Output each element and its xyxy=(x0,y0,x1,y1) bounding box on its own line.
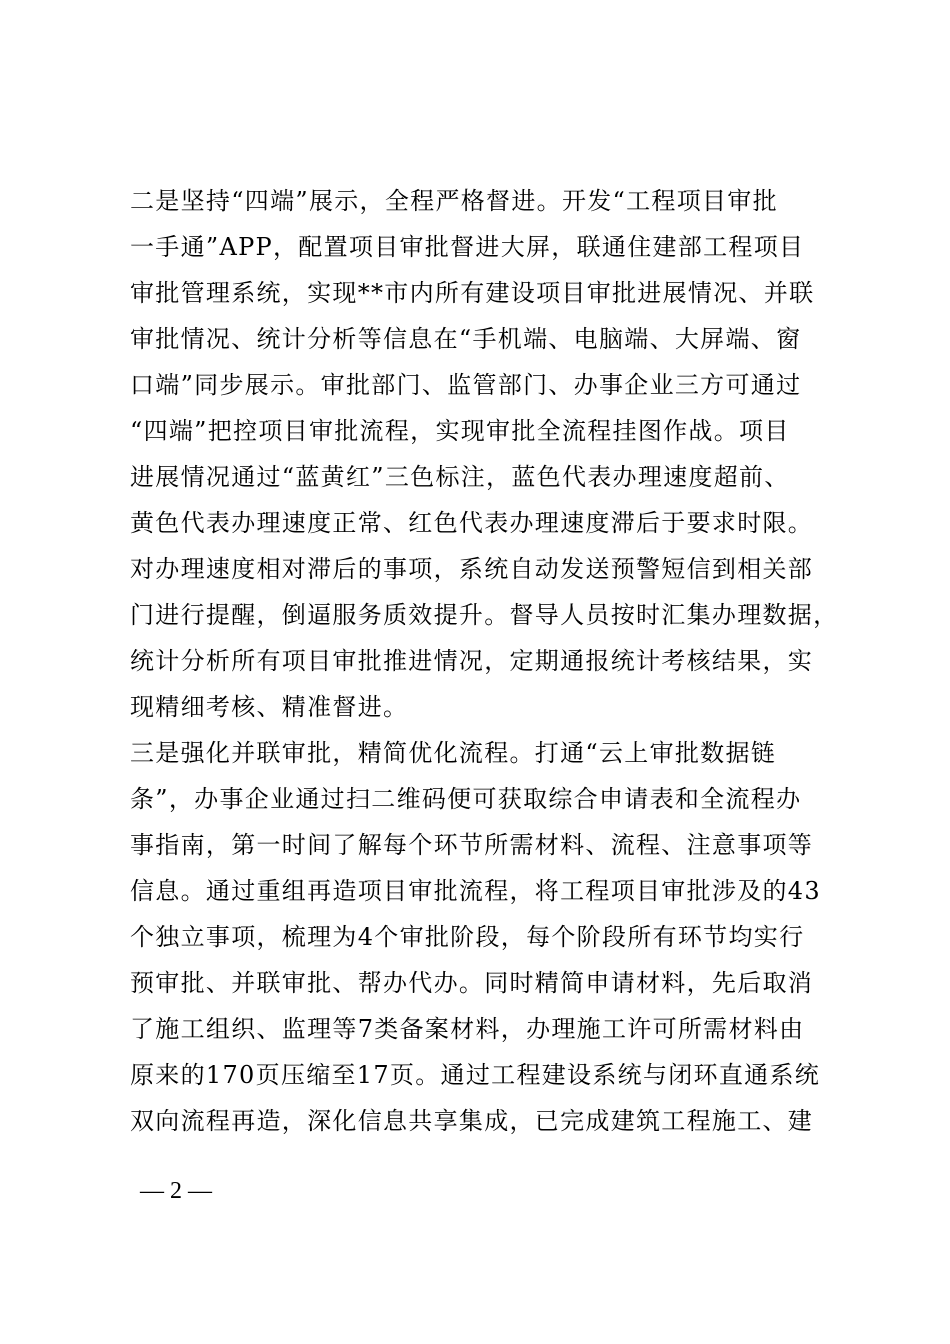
text-line: 统计分析所有项目审批推进情况，定期通报统计考核结果，实 xyxy=(130,647,814,675)
page-number: — 2 — xyxy=(140,1178,212,1204)
text-line: 原来的170页压缩至17页。通过工程建设系统与闭环直通系统 xyxy=(130,1061,821,1089)
text-line: 双向流程再造，深化信息共享集成，已完成建筑工程施工、建 xyxy=(130,1107,814,1135)
text-line: 条”，办事企业通过扫二维码便可获取综合申请表和全流程办 xyxy=(130,785,802,813)
text-line: 事指南，第一时间了解每个环节所需材料、流程、注意事项等 xyxy=(130,831,814,859)
text-line: 二是坚持“四端”展示，全程严格督进。开发“工程项目审批 xyxy=(130,187,778,215)
text-line: 门进行提醒，倒逼服务质效提升。督导人员按时汇集办理数据， xyxy=(130,601,839,629)
text-line: “四端”把控项目审批流程，实现审批全流程挂图作战。项目 xyxy=(130,417,790,445)
text-line: 预审批、并联审批、帮办代办。同时精简申请材料，先后取消 xyxy=(130,969,814,997)
text-line: 对办理速度相对滞后的事项，系统自动发送预警短信到相关部 xyxy=(130,555,814,583)
text-line: 三是强化并联审批，精简优化流程。打通“云上审批数据链 xyxy=(130,739,777,767)
text-line: 审批情况、统计分析等信息在“手机端、电脑端、大屏端、窗 xyxy=(130,325,802,353)
text-line: 黄色代表办理速度正常、红色代表办理速度滞后于要求时限。 xyxy=(130,509,814,537)
text-line: 现精细考核、精准督进。 xyxy=(130,693,409,721)
text-line: 一手通”APP，配置项目审批督进大屏，联通住建部工程项目 xyxy=(130,233,805,261)
text-line: 进展情况通过“蓝黄红”三色标注，蓝色代表办理速度超前、 xyxy=(130,463,790,491)
text-line: 了施工组织、监理等7类备案材料，办理施工许可所需材料由 xyxy=(130,1015,805,1043)
text-line: 口端”同步展示。审批部门、监管部门、办事企业三方可通过 xyxy=(130,371,802,399)
text-line: 信息。通过重组再造项目审批流程，将工程项目审批涉及的43 xyxy=(130,877,821,905)
text-line: 审批管理系统，实现**市内所有建设项目审批进展情况、并联 xyxy=(130,279,815,307)
text-line: 个独立事项，梳理为4个审批阶段，每个阶段所有环节均实行 xyxy=(130,923,805,951)
